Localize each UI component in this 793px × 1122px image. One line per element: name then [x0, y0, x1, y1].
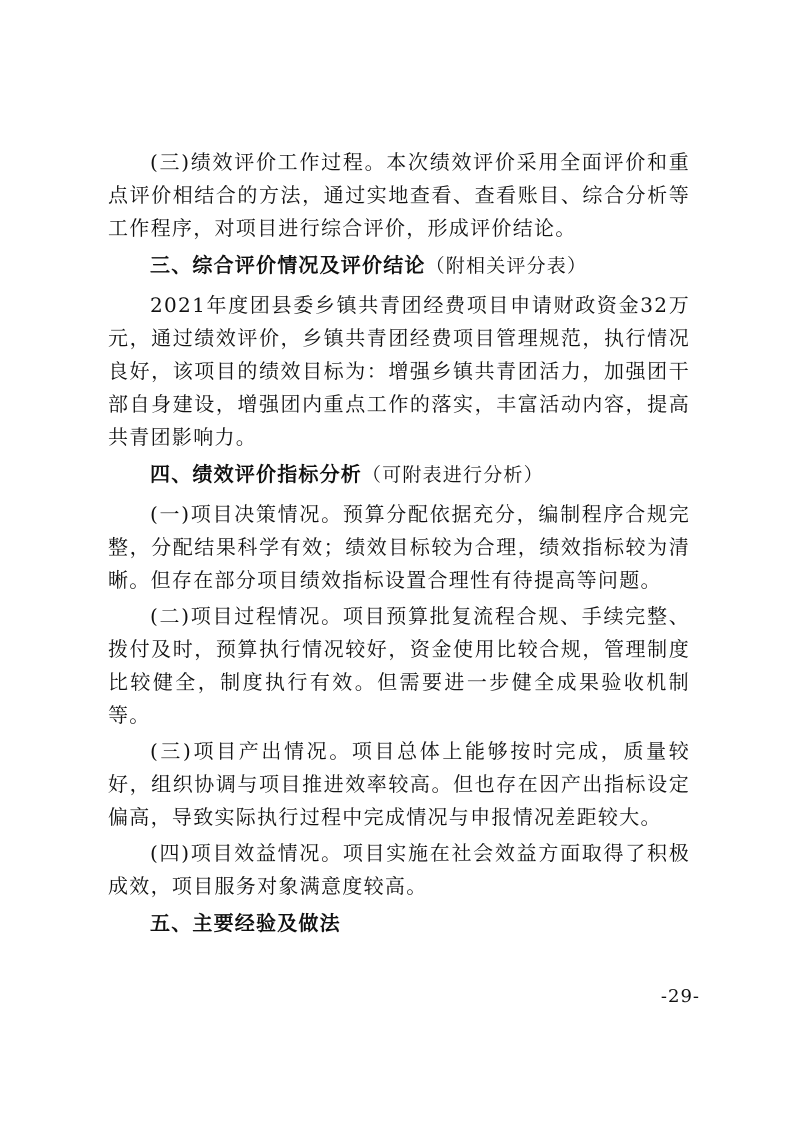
section-heading-4 — [108, 458, 690, 492]
paragraph-benefit: (四)项目效益情况。项目实施在社会效益方面取得了积极成效，项目服务对象满意度较高。 — [108, 841, 690, 898]
paragraph-decision: (一)项目决策情况。预算分配依据充分，编制程序合规完整，分配结果科学有效；绩效目标较为合理，绩效指标较为清晰。但存在部分项目绩效指标设置合理性有待提高等问题。 — [108, 502, 690, 592]
page-number: -29- — [660, 986, 700, 1007]
section-heading-5 — [108, 907, 690, 940]
paragraph-process: (二)项目过程情况。项目预算批复流程合规、手续完整、拨付及时，预算执行情况较好，资金使用比较合规，管理制度比较健全，制度执行有效。但需要进一步健全成果验收机制等。 — [108, 604, 690, 727]
section-heading-3-note: （附相关评分表） — [425, 255, 588, 277]
paragraph-work-process: (三)绩效评价工作过程。本次绩效评价采用全面评价和重点评价相结合的方法，通过实地查看、查看账目、综合分析等工作程序，对项目进行综合评价，形成评价结论。 — [108, 150, 690, 240]
paragraph-output: (三)项目产出情况。项目总体上能够按时完成，质量较好，组织协调与项目推进效率较高。但也存在因产出指标设定偏高，导致实际执行过程中完成情况与申报情况差距较大。 — [108, 739, 690, 829]
section-heading-4-title: 四、绩效评价指标分析 — [150, 462, 362, 486]
document-body — [108, 146, 690, 946]
section-heading-3 — [108, 249, 690, 283]
paragraph-evaluation-conclusion: 2021年度团县委乡镇共青团经费项目申请财政资金32万元，通过绩效评价，乡镇共青团经费项目管理规范，执行情况良好，该项目的绩效目标为：增强乡镇共青团活力，加强团干部自身建设，增强团内重点工作的落实，丰富活动内容，提高共青团影响力。 — [108, 293, 690, 449]
section-heading-4-note: （可附表进行分析） — [362, 464, 544, 486]
section-heading-3-title: 三、综合评价情况及评价结论 — [150, 253, 426, 277]
section-heading-5-title: 五、主要经验及做法 — [150, 911, 341, 935]
